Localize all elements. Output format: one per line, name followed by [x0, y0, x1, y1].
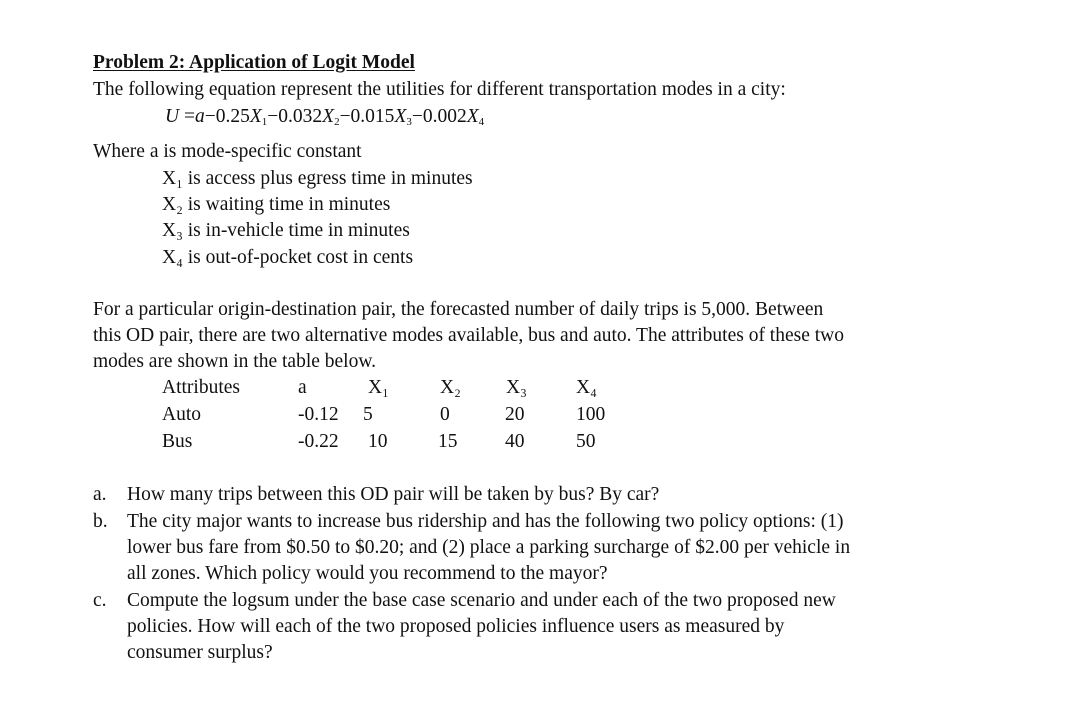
question-line: Compute the logsum under the base case scenario and under each of the two proposed new — [127, 590, 836, 611]
table-cell-mode: Auto — [162, 404, 201, 425]
table-cell-mode: Bus — [162, 431, 193, 452]
definition-var: X₃ — [162, 220, 183, 241]
paragraph-line: this OD pair, there are two alternative modes available, bus and auto. The attributes of these two — [93, 325, 844, 346]
eq-x3-sub: 3 — [406, 116, 412, 128]
utility-equation — [165, 107, 484, 128]
eq-lhs: U — [165, 106, 180, 127]
table-header-a: a — [298, 377, 307, 398]
definition-var: X₁ — [162, 168, 183, 189]
definition-x4 — [162, 248, 413, 268]
definition-x3 — [162, 221, 410, 241]
question-line: policies. How will each of the two proposed policies influence users as measured by — [127, 616, 785, 637]
table-cell-x3: 40 — [505, 431, 525, 452]
table-cell-x2: 0 — [440, 404, 450, 425]
question-line: lower bus fare from $0.50 to $0.20; and (2) place a parking surcharge of $2.00 per vehicle in — [127, 537, 851, 558]
table-header-x2: X₂ — [440, 377, 461, 398]
table-cell-x4: 100 — [576, 404, 606, 425]
eq-x4-sub: 4 — [478, 116, 485, 128]
table-cell-x1: 5 — [363, 404, 373, 425]
eq-a: a — [194, 106, 205, 127]
definition-text: is waiting time in minutes — [182, 194, 391, 215]
where-text: Where a is mode-specific constant — [93, 141, 362, 162]
eq-x4: X — [466, 106, 479, 127]
question-line: How many trips between this OD pair will be taken by bus? By car? — [127, 484, 660, 505]
eq-x2: X — [322, 106, 335, 127]
eq-x1: X — [249, 106, 262, 127]
intro-text: The following equation represent the utilities for different transportation modes in a city: — [93, 79, 786, 100]
table-cell-x4: 50 — [576, 431, 596, 452]
table-header-x3: X₃ — [506, 377, 527, 398]
eq-term-1-coef: −0.25 — [204, 106, 250, 127]
definition-text: is access plus egress time in minutes — [182, 168, 473, 189]
eq-term-2-coef: −0.032 — [267, 106, 323, 127]
eq-x3: X — [394, 106, 407, 127]
question-line: The city major wants to increase bus ridership and has the following two policy options: (1) — [127, 511, 844, 532]
definition-x1 — [162, 169, 473, 189]
table-cell-x1: 10 — [368, 431, 388, 452]
definition-text: is out-of-pocket cost in cents — [182, 247, 414, 268]
eq-equals: = — [183, 106, 195, 127]
eq-term-4-coef: −0.002 — [411, 106, 467, 127]
question-letter: a. — [93, 484, 107, 505]
question-line: consumer surplus? — [127, 642, 273, 663]
definition-var: X₂ — [162, 194, 183, 215]
table-cell-x2: 15 — [438, 431, 458, 452]
definition-var: X₄ — [162, 247, 183, 268]
table-cell-x3: 20 — [505, 404, 525, 425]
eq-x2-sub: 2 — [334, 116, 340, 128]
paragraph-line: modes are shown in the table below. — [93, 351, 377, 372]
question-line: all zones. Which policy would you recommend to the mayor? — [127, 563, 608, 584]
table-header-x4: X₄ — [576, 377, 597, 398]
question-letter: c. — [93, 590, 107, 611]
definition-x2 — [162, 195, 390, 215]
problem-title: Problem 2: Application of Logit Model — [93, 52, 415, 73]
eq-x1-sub: 1 — [261, 116, 268, 128]
table-cell-a: -0.22 — [298, 431, 339, 452]
question-letter: b. — [93, 511, 108, 532]
table-cell-a: -0.12 — [298, 404, 339, 425]
table-header-attributes: Attributes — [162, 377, 240, 398]
table-header-x1: X₁ — [368, 377, 389, 398]
paragraph-line: For a particular origin-destination pair, the forecasted number of daily trips is 5,000. Between — [93, 299, 824, 320]
definition-text: is in-vehicle time in minutes — [182, 220, 410, 241]
eq-term-3-coef: −0.015 — [339, 106, 395, 127]
